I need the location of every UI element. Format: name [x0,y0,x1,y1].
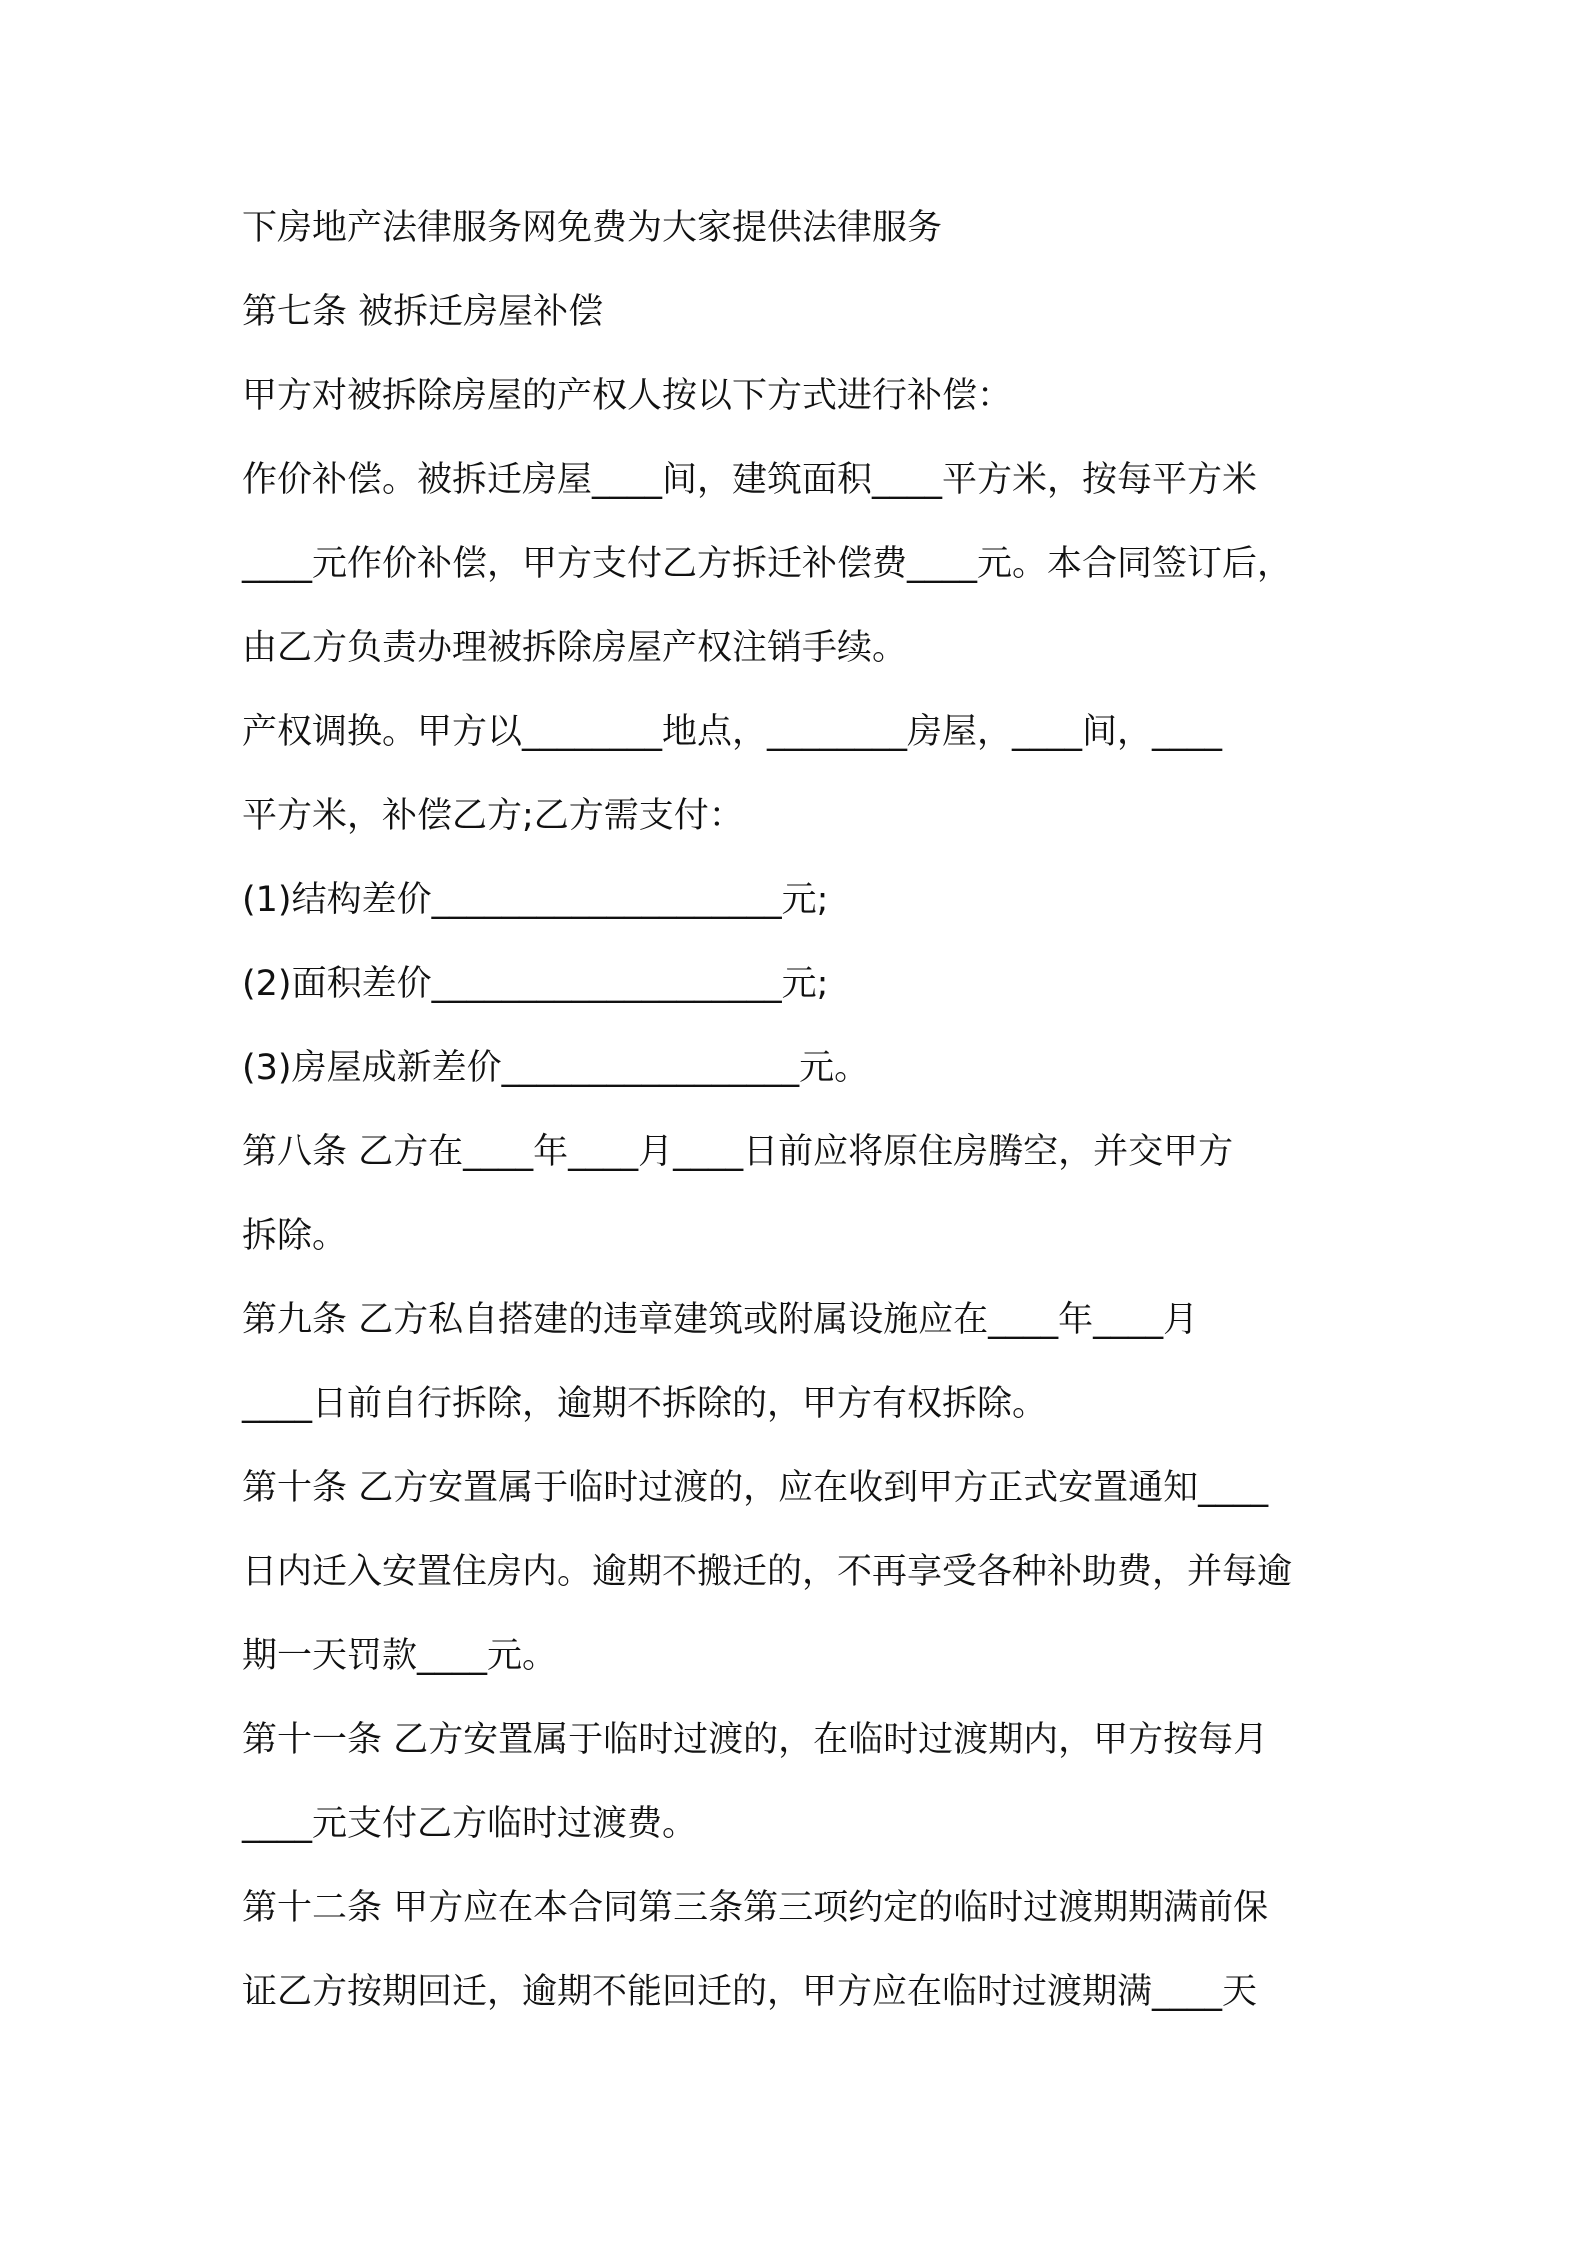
article-10-line-2: 日内迁入安置住房内。逾期不搬迁的，不再享受各种补助费，并每逾 [242,1552,1293,1592]
condition-price-difference: (3)房屋成新差价_________________元。 [242,1048,870,1088]
article-10-line-3: 期一天罚款____元。 [242,1636,558,1676]
article-11-line-2: ____元支付乙方临时过渡费。 [242,1804,698,1844]
contract-text [242,200,1382,2048]
valuation-compensation-line-3: 由乙方负责办理被拆除房屋产权注销手续。 [242,628,908,668]
valuation-compensation-line-2: ____元作价补偿，甲方支付乙方拆迁补偿费____元。本合同签订后， [242,544,1293,584]
article-9-line-2: ____日前自行拆除，逾期不拆除的，甲方有权拆除。 [242,1384,1048,1424]
valuation-compensation-line-1: 作价补偿。被拆迁房屋____间，建筑面积____平方米，按每平方米 [242,460,1258,500]
property-exchange-line-1: 产权调换。甲方以________地点，________房屋，____间，____ [242,712,1223,752]
article-8-line-2: 拆除。 [242,1216,348,1256]
article-12-line-2: 证乙方按期回迁，逾期不能回迁的，甲方应在临时过渡期满____天 [242,1972,1258,2012]
article-12-line-1: 第十二条 甲方应在本合同第三条第三项约定的临时过渡期期满前保 [242,1888,1269,1928]
article-7-intro: 甲方对被拆除房屋的产权人按以下方式进行补偿： [242,376,1013,416]
article-8-line-1: 第八条 乙方在____年____月____日前应将原住房腾空，并交甲方 [242,1132,1234,1172]
article-11-line-1: 第十一条 乙方安置属于临时过渡的，在临时过渡期内，甲方按每月 [242,1720,1269,1760]
area-price-difference: (2)面积差价____________________元; [242,964,829,1004]
header-note: 下房地产法律服务网免费为大家提供法律服务 [242,208,943,248]
article-10-line-1: 第十条 乙方安置属于临时过渡的，应在收到甲方正式安置通知____ [242,1468,1269,1508]
article-7-title: 第七条 被拆迁房屋补偿 [242,292,604,332]
property-exchange-line-2: 平方米，补偿乙方;乙方需支付： [242,796,744,836]
structure-price-difference: (1)结构差价____________________元; [242,880,829,920]
article-9-line-1: 第九条 乙方私自搭建的违章建筑或附属设施应在____年____月 [242,1300,1199,1340]
